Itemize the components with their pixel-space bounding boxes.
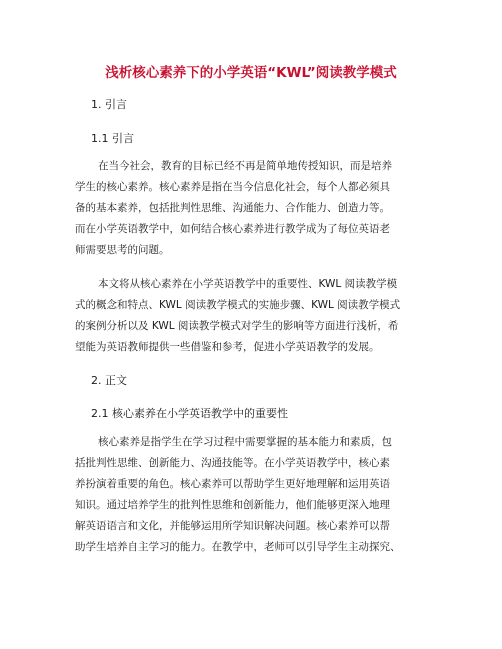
subsection-heading-intro: 1.1 引言 [91, 132, 134, 145]
text-line: 养扮演着重要的角色。核心素养可以帮助学生更好地理解和运用英语 [75, 478, 390, 490]
text-line: 知识。通过培养学生的批判性思维和创新能力，他们能够更深入地理 [75, 499, 390, 511]
text-line: 而在小学英语教学中，如何结合核心素养进行教学成为了每位英语老 [75, 223, 390, 235]
text-line: 备的基本素养，包括批判性思维、沟通能力、合作能力、创造力等。 [75, 202, 390, 214]
text-line: 括批判性思维、创新能力、沟通技能等。在小学英语教学中，核心素 [75, 457, 390, 469]
section-heading-body: 2. 正文 [91, 374, 127, 387]
text-line: 在当今社会，教育的目标已经不再是简单地传授知识，而是培养 [98, 160, 392, 172]
text-line: 助学生培养自主学习的能力。在教学中，老师可以引导学生主动探究、 [75, 541, 401, 553]
section-heading-intro: 1. 引言 [91, 98, 127, 111]
document-title: 浅析核心素养下的小学英语“KWL”阅读教学模式 [105, 65, 397, 81]
text-line: 的案例分析以及 KWL 阅读教学模式对学生的影响等方面进行浅析，希 [75, 320, 399, 332]
text-line: 望能为英语教师提供一些借鉴和参考，促进小学英语教学的发展。 [75, 341, 380, 353]
text-line: 学生的核心素养。核心素养是指在当今信息化社会，每个人都必须具 [75, 181, 390, 193]
text-line: 式的概念和特点、KWL 阅读教学模式的实施步骤、KWL 阅读教学模式 [75, 299, 401, 311]
text-line: 师需要思考的问题。 [75, 244, 170, 256]
subsection-heading-body: 2.1 核心素养在小学英语教学中的重要性 [91, 407, 288, 420]
text-line: 解英语语言和文化，并能够运用所学知识解决问题。核心素养可以帮 [75, 520, 390, 532]
text-line: 核心素养是指学生在学习过程中需要掌握的基本能力和素质，包 [98, 436, 392, 448]
text-line: 本文将从核心素养在小学英语教学中的重要性、KWL 阅读教学模 [98, 278, 398, 290]
